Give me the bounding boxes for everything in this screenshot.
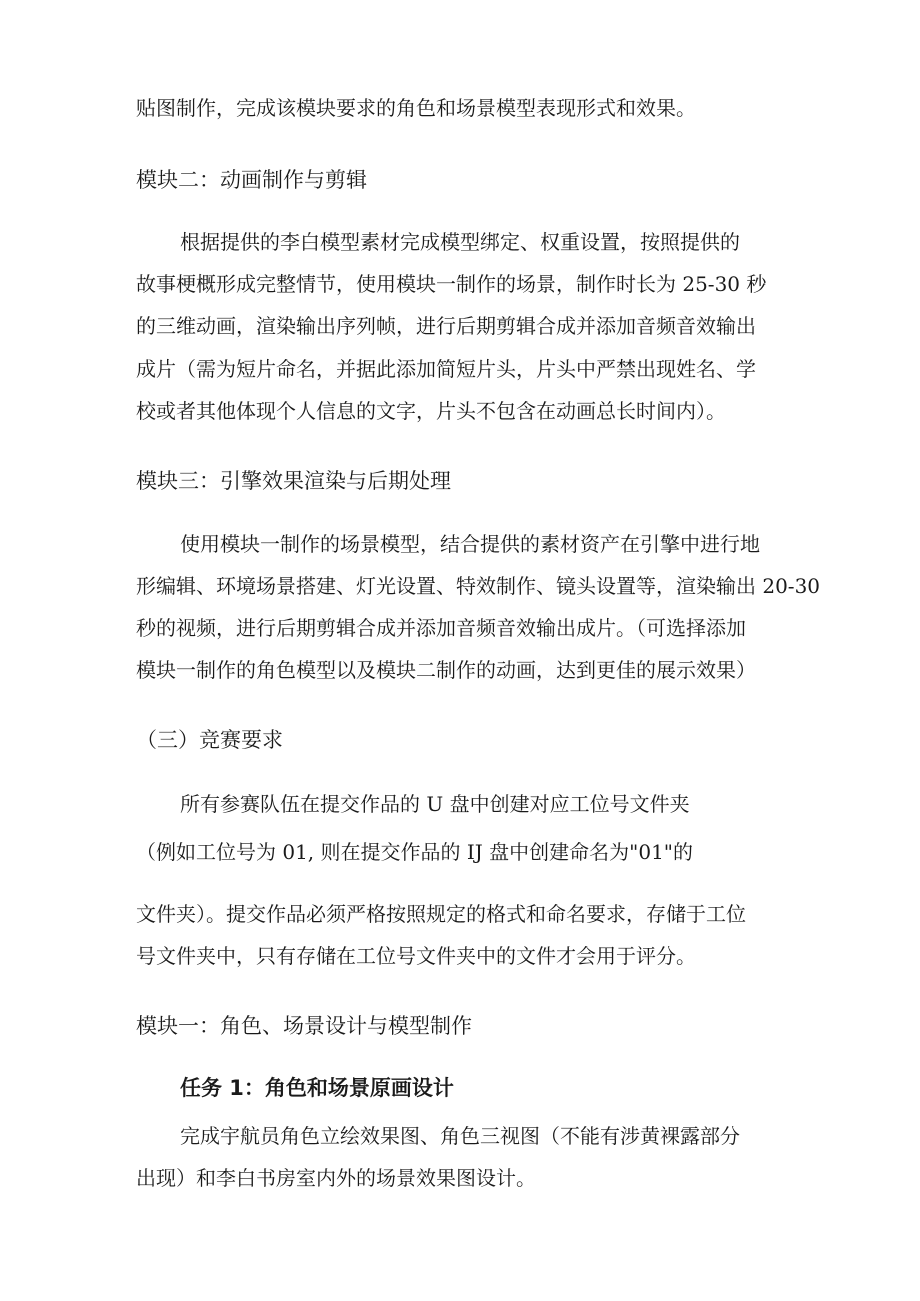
paragraph-line: 的三维动画，渲染输出序列帧，进行后期剪辑合成并添加音频音效输出: [136, 314, 756, 338]
paragraph-line: 故事梗概形成完整情节，使用模块一制作的场景，制作时长为 25-30 秒: [136, 272, 767, 296]
paragraph-line: 完成宇航员角色立绘效果图、角色三视图（不能有涉黄裸露部分: [180, 1124, 740, 1148]
paragraph-line: 贴图制作，完成该模块要求的角色和场景模型表现形式和效果。: [136, 96, 696, 120]
paragraph-line: 号文件夹中，只有存储在工位号文件夹中的文件才会用于评分。: [136, 944, 696, 968]
paragraph-line: 成片（需为短片命名，并据此添加简短片头，片头中严禁出现姓名、学: [136, 357, 756, 381]
paragraph-line: 校或者其他体现个人信息的文字，片头不包含在动画总长时间内）。: [136, 399, 726, 423]
section-heading-module-2: 模块二：动画制作与剪辑: [136, 168, 367, 192]
paragraph-line: （例如工位号为 01, 则在提交作品的 IJ 盘中创建命名为"01"的: [136, 840, 694, 864]
section-heading-module-3: 模块三：引擎效果渲染与后期处理: [136, 469, 451, 493]
section-heading-competition-requirements: （三）竞赛要求: [136, 728, 283, 752]
paragraph-line: 秒的视频，进行后期剪辑合成并添加音频音效输出成片。（可选择添加: [136, 616, 746, 640]
paragraph-line: 所有参赛队伍在提交作品的 U 盘中创建对应工位号文件夹: [180, 792, 690, 816]
paragraph-line: 文件夹）。提交作品必须严格按照规定的格式和命名要求，存储于工位: [136, 902, 746, 926]
paragraph-line: 使用模块一制作的场景模型，结合提供的素材资产在引擎中进行地: [180, 532, 760, 556]
paragraph-line: 形编辑、环境场景搭建、灯光设置、特效制作、镜头设置等，渲染输出 20-30: [136, 574, 821, 598]
paragraph-line: 出现）和李白书房室内外的场景效果图设计。: [136, 1166, 536, 1190]
paragraph-line: 根据提供的李白模型素材完成模型绑定、权重设置，按照提供的: [180, 230, 740, 254]
section-heading-module-1: 模块一：角色、场景设计与模型制作: [136, 1014, 472, 1038]
task-heading-1: 任务 1：角色和场景原画设计: [180, 1076, 454, 1100]
paragraph-line: 模块一制作的角色模型以及模块二制作的动画，达到更佳的展示效果）: [136, 658, 756, 682]
